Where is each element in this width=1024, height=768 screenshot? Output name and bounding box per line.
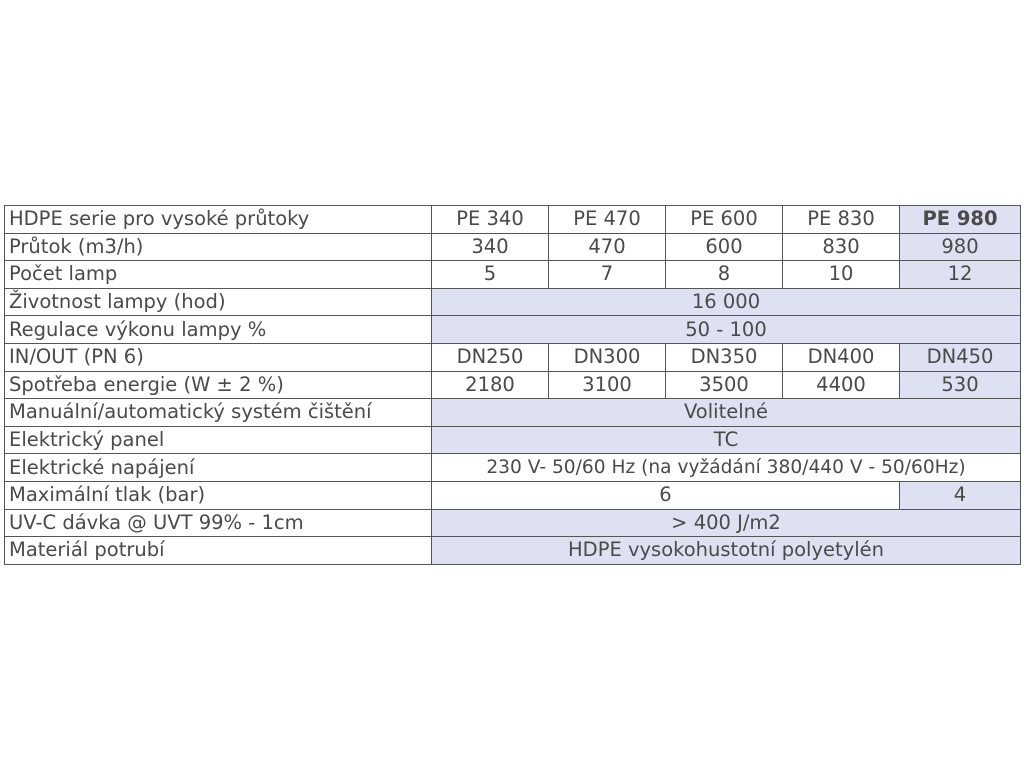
in-out-label: IN/OUT (PN 6) — [5, 343, 432, 371]
panel-label: Elektrický panel — [5, 426, 432, 454]
lamp-life-value: 16 000 — [432, 288, 1021, 316]
flow-value: 600 — [666, 233, 783, 261]
table-row-panel — [5, 426, 1021, 454]
table-row-lamp-life — [5, 288, 1021, 316]
table-row-supply — [5, 454, 1021, 482]
lamps-value: 5 — [432, 261, 549, 289]
pipe-material-label: Materiál potrubí — [5, 537, 432, 565]
lamp-life-label: Životnost lampy (hod) — [5, 288, 432, 316]
cleaning-label: Manuální/automatický systém čištění — [5, 399, 432, 427]
model-pe980: PE 980 — [900, 206, 1021, 234]
table-row-pipe-material — [5, 537, 1021, 565]
pressure-label: Maximální tlak (bar) — [5, 481, 432, 509]
pressure-value-main: 6 — [432, 481, 900, 509]
supply-value: 230 V- 50/60 Hz (na vyžádání 380/440 V - 50/60Hz) — [432, 454, 1021, 482]
lamps-value: 10 — [783, 261, 900, 289]
cleaning-value: Volitelné — [432, 399, 1021, 427]
flow-value: 980 — [900, 233, 1021, 261]
in-out-value: DN400 — [783, 343, 900, 371]
table-row-lamps — [5, 261, 1021, 289]
table-row-power-regulation — [5, 316, 1021, 344]
pipe-material-value: HDPE vysokohustotní polyetylén — [432, 537, 1021, 565]
table-row-header — [5, 206, 1021, 234]
model-pe340: PE 340 — [432, 206, 549, 234]
uv-dose-label: UV-C dávka @ UVT 99% - 1cm — [5, 509, 432, 537]
lamps-value: 12 — [900, 261, 1021, 289]
energy-value: 530 — [900, 371, 1021, 399]
panel-value: TC — [432, 426, 1021, 454]
energy-value: 3500 — [666, 371, 783, 399]
power-regulation-value: 50 - 100 — [432, 316, 1021, 344]
lamps-value: 7 — [549, 261, 666, 289]
energy-value: 2180 — [432, 371, 549, 399]
table-row-flow — [5, 233, 1021, 261]
in-out-value: DN450 — [900, 343, 1021, 371]
model-pe600: PE 600 — [666, 206, 783, 234]
lamps-value: 8 — [666, 261, 783, 289]
table-row-pressure — [5, 481, 1021, 509]
table-row-energy — [5, 371, 1021, 399]
uv-dose-value: > 400 J/m2 — [432, 509, 1021, 537]
table-row-cleaning — [5, 399, 1021, 427]
model-pe470: PE 470 — [549, 206, 666, 234]
lamps-label: Počet lamp — [5, 261, 432, 289]
model-pe830: PE 830 — [783, 206, 900, 234]
table-row-in-out — [5, 343, 1021, 371]
flow-label: Průtok (m3/h) — [5, 233, 432, 261]
energy-label: Spotřeba energie (W ± 2 %) — [5, 371, 432, 399]
in-out-value: DN300 — [549, 343, 666, 371]
in-out-value: DN350 — [666, 343, 783, 371]
in-out-value: DN250 — [432, 343, 549, 371]
supply-label: Elektrické napájení — [5, 454, 432, 482]
energy-value: 4400 — [783, 371, 900, 399]
flow-value: 830 — [783, 233, 900, 261]
flow-value: 470 — [549, 233, 666, 261]
flow-value: 340 — [432, 233, 549, 261]
power-regulation-label: Regulace výkonu lampy % — [5, 316, 432, 344]
pressure-value-last: 4 — [900, 481, 1021, 509]
spec-table — [4, 205, 1021, 565]
table-row-uv-dose — [5, 509, 1021, 537]
header-label: HDPE serie pro vysoké průtoky — [5, 206, 432, 234]
energy-value: 3100 — [549, 371, 666, 399]
